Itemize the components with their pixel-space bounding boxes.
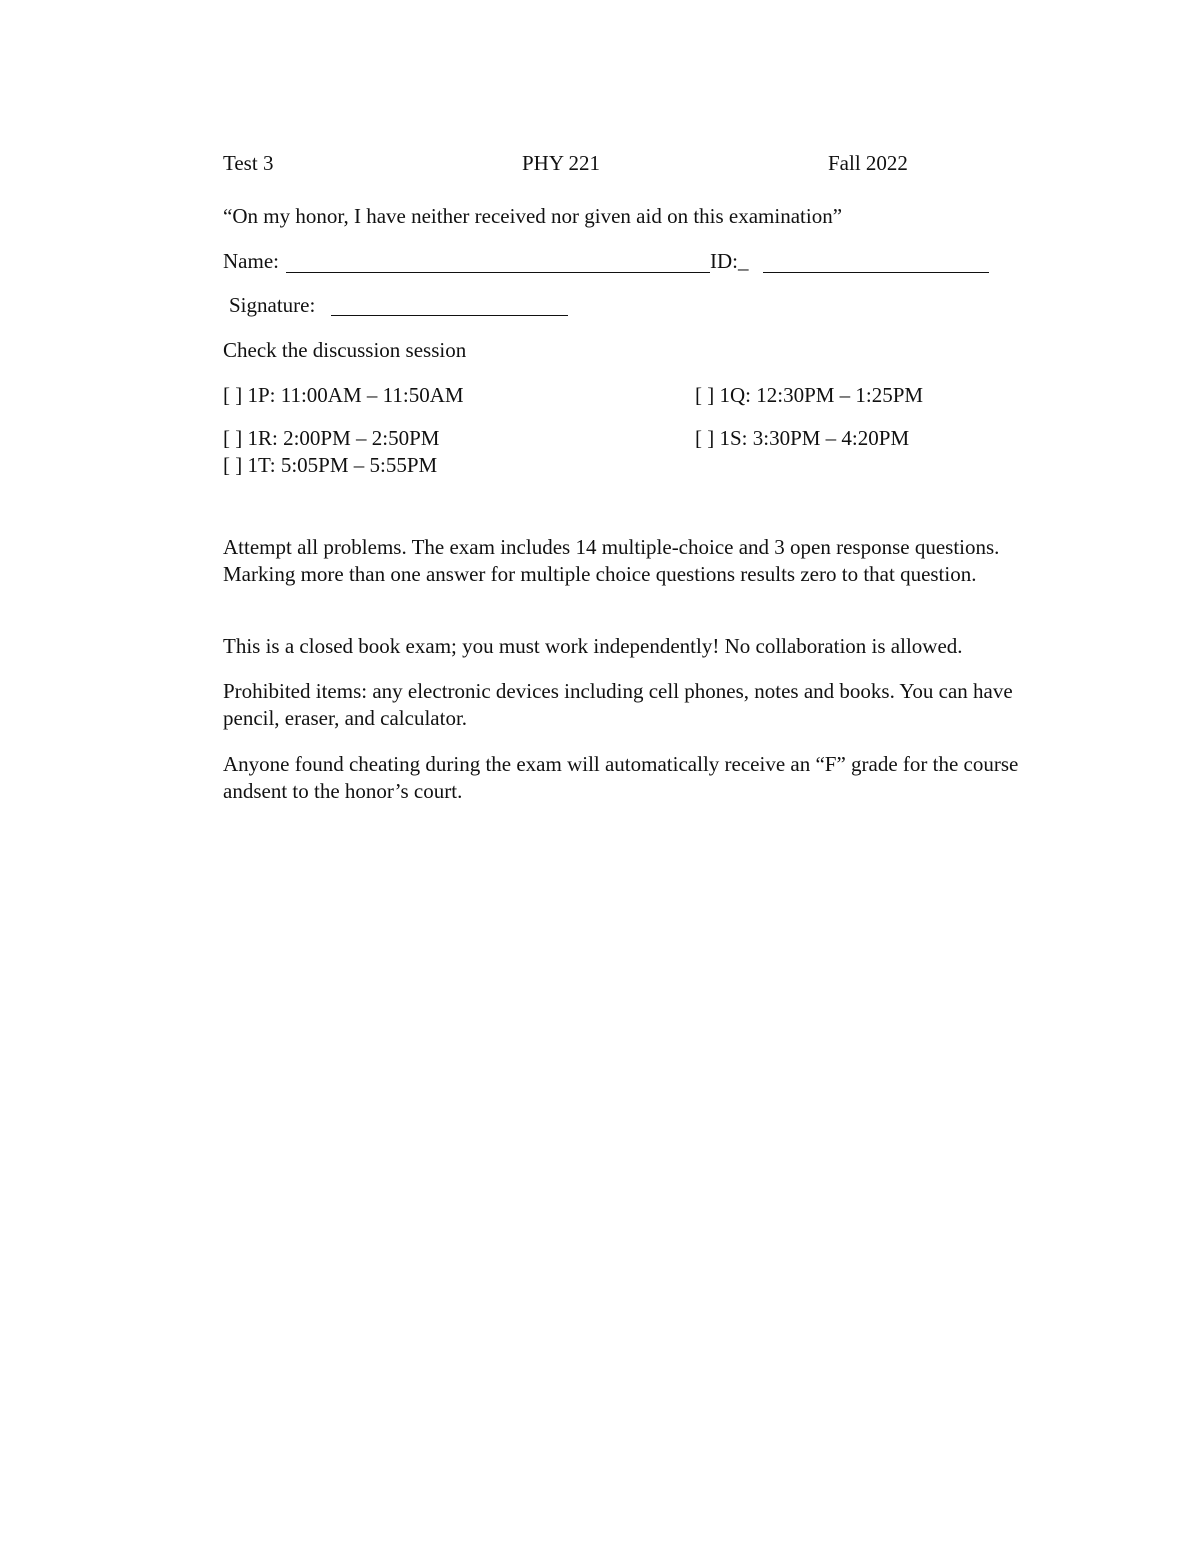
honor-pledge: “On my honor, I have neither received nor given aid on this examination” <box>223 204 843 228</box>
session-option-1r[interactable]: [ ] 1R: 2:00PM – 2:50PM <box>223 426 440 450</box>
term: Fall 2022 <box>828 151 908 175</box>
course-code: PHY 221 <box>522 151 600 175</box>
signature-label: Signature: <box>229 293 316 317</box>
name-label: Name: <box>223 249 279 273</box>
session-option-1p[interactable]: [ ] 1P: 11:00AM – 11:50AM <box>223 383 464 407</box>
instruction-cheating-policy: Anyone found cheating during the exam will automatically receive an “F” grade for the course andsent to the honor’s court. <box>223 752 1019 803</box>
session-option-1t[interactable]: [ ] 1T: 5:05PM – 5:55PM <box>223 453 438 477</box>
session-option-1s[interactable]: [ ] 1S: 3:30PM – 4:20PM <box>695 426 910 450</box>
session-option-1q[interactable]: [ ] 1Q: 12:30PM – 1:25PM <box>695 383 924 407</box>
id-label: ID:_ <box>710 249 749 273</box>
session-heading: Check the discussion session <box>223 338 467 362</box>
instruction-closed-book: This is a closed book exam; you must work independently! No collaboration is allowed. <box>223 634 963 658</box>
test-number: Test 3 <box>223 151 274 175</box>
name-blank-line[interactable] <box>286 272 710 273</box>
id-blank-line[interactable] <box>763 272 989 273</box>
instruction-attempt-all: Attempt all problems. The exam includes 14 multiple-choice and 3 open response questions. Marking more than one answer for multiple choice questions results zero to that question. <box>223 535 1000 586</box>
instruction-prohibited-items: Prohibited items: any electronic devices including cell phones, notes and books. You can have pencil, eraser, and calculator. <box>223 679 1013 730</box>
signature-blank-line[interactable] <box>331 315 568 316</box>
